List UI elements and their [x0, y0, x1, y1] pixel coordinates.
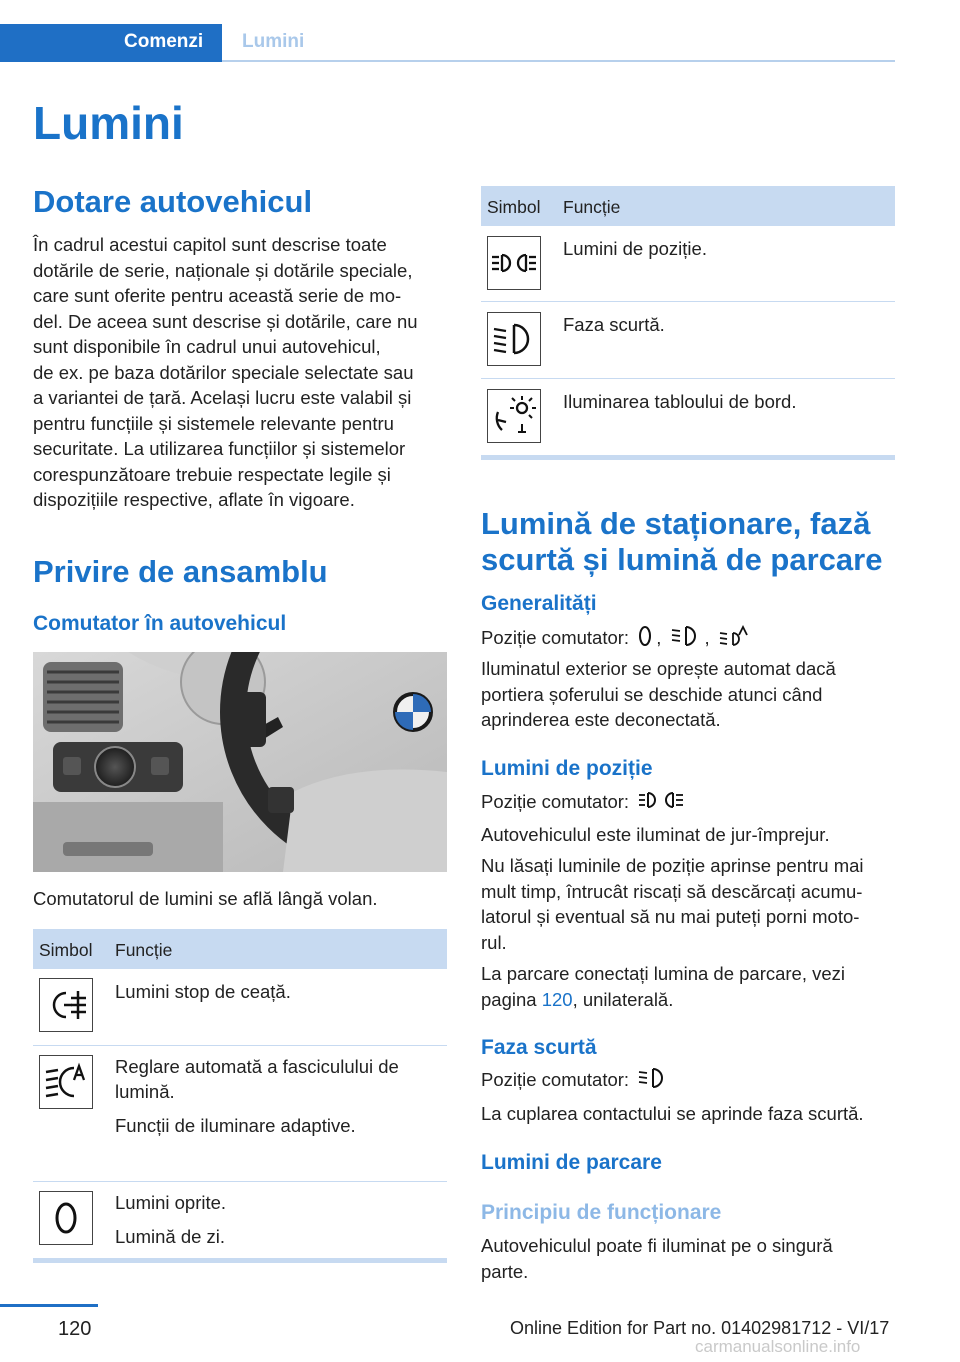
text-line: aprinderea este deconectată. [481, 709, 721, 730]
principiu-paragraph [481, 1233, 901, 1284]
pozitie-warning [481, 853, 901, 955]
table-header [481, 186, 895, 226]
heading-line: scurtă și lumină de parcare [481, 542, 883, 577]
col-function: Funcție [115, 940, 173, 960]
text-line: care sunt oferite pentru această serie de mo‐ [33, 285, 402, 306]
table-row [481, 379, 895, 455]
text-fragment: pagina [481, 988, 542, 1010]
separator: , [656, 627, 662, 649]
watermark: carmanualsonline.info [695, 1337, 861, 1356]
comutator-heading: Comutator în autovehicul [33, 612, 287, 635]
low-beam-icon [487, 312, 541, 366]
table-row [33, 969, 447, 1046]
text-line: Funcții de iluminare adaptive. [115, 1115, 356, 1136]
faza-switch-line [481, 1067, 672, 1096]
faza-heading: Faza scurtă [481, 1036, 597, 1059]
switch-label: Poziție comutator: [481, 791, 630, 813]
row-text [115, 1190, 226, 1249]
switch-label: Poziție comutator: [481, 1069, 630, 1091]
faza-text: La cuplarea contactului se aprinde faza scurtă. [481, 1103, 864, 1124]
text-line: del. De aceea sunt descrise și dotările, care nu [33, 310, 418, 332]
table-end-rule [481, 455, 895, 460]
col-symbol: Simbol [39, 940, 93, 960]
text-line: dotările de serie, naționale și dotările speciale, [33, 259, 413, 281]
pozitie-text: Autovehiculul este iluminat de jur-împrejur. [481, 824, 830, 845]
table-row [481, 302, 895, 379]
table-row [33, 1046, 447, 1182]
text-line: securitate. La utilizarea funcțiilor și sistemelor [33, 438, 406, 459]
footer-rule [0, 1304, 98, 1307]
text-line: Lumină de zi. [115, 1226, 226, 1247]
generalitati-heading: Generalități [481, 592, 597, 615]
table-header [33, 929, 447, 969]
pozitie-heading: Lumini de poziție [481, 757, 653, 780]
table-row [481, 226, 895, 302]
text-line: sunt disponibile în cadrul unui autovehicul, [33, 336, 381, 357]
heading-line: Lumină de staționare, fază [481, 506, 871, 541]
edition-note: Online Edition for Part no. 01402981712 - VI/17 [510, 1318, 890, 1338]
dotare-heading: Dotare autovehicul [33, 184, 313, 219]
lights-off-icon [39, 1191, 93, 1245]
text-line: Reglare automată a fasciculului de [115, 1056, 399, 1077]
text-line: parte. [481, 1260, 529, 1282]
header-rule [222, 60, 895, 62]
photo-caption: Comutatorul de lumini se află lângă volan. [33, 888, 378, 909]
page-number: 120 [58, 1318, 92, 1340]
text-line: dispozițiile respective, aflate în vigoare. [33, 489, 355, 510]
text-line: de ex. pe baza dotărilor speciale selectate sau [33, 361, 414, 383]
dotare-paragraph [33, 232, 453, 513]
position-lights-small-icon [638, 789, 684, 818]
privire-heading: Privire de ansamblu [33, 554, 328, 589]
generalitati-switch-line [481, 625, 901, 654]
off-position-icon [638, 625, 652, 654]
row-text: Iluminarea tabloului de bord. [563, 391, 797, 412]
text-line: Nu lăsați luminile de poziție aprinse pentru mai [481, 855, 864, 876]
text-line: latorul și eventual să nu mai puteți porni moto‐ [481, 906, 860, 927]
symbol-table-left [33, 929, 447, 1263]
generalitati-paragraph [481, 656, 901, 733]
text-line [481, 987, 901, 1013]
tab-comenzi[interactable]: Comenzi [0, 24, 222, 62]
text-line: rul. [481, 931, 507, 953]
parcare-reference [481, 961, 901, 1012]
low-beam-small-icon [671, 625, 701, 654]
text-line: pentru funcțiile și sistemele relevante pentru [33, 412, 394, 434]
table-row [33, 1182, 447, 1258]
text-line: portiera șoferului se deschide atunci când [481, 683, 823, 705]
text-line: a variantei de țară. Același lucru este valabil și [33, 387, 412, 408]
page-title: Lumini [33, 97, 184, 149]
fog-light-icon [39, 978, 93, 1032]
text-line: Iluminatul exterior se oprește automat dacă [481, 658, 836, 679]
separator: , [704, 627, 710, 649]
switch-label: Poziție comutator: [481, 627, 630, 649]
auto-light-small-icon [719, 625, 749, 654]
row-text [115, 1054, 399, 1138]
position-lights-icon [487, 236, 541, 290]
low-beam-small-icon [638, 1067, 668, 1096]
symbol-table-right [481, 186, 895, 460]
section-heading [481, 506, 882, 578]
parcare-heading: Lumini de parcare [481, 1151, 662, 1174]
text-fragment: , unilaterală. [572, 988, 674, 1010]
instrument-lighting-icon [487, 389, 541, 443]
text-line: La parcare conectați lumina de parcare, vezi [481, 963, 846, 984]
text-line: În cadrul acestui capitol sunt descrise toate [33, 234, 387, 255]
text-line: Lumini oprite. [115, 1192, 227, 1213]
row-text: Lumini stop de ceață. [115, 981, 291, 1002]
col-symbol: Simbol [487, 197, 541, 217]
text-line: Autovehiculul poate fi iluminat pe o singură [481, 1235, 833, 1256]
text-line: mult timp, întrucât riscați să descărcați acumu‐ [481, 880, 863, 902]
auto-headlight-icon [39, 1055, 93, 1109]
tab-lumini[interactable]: Lumini [242, 31, 305, 52]
principiu-heading: Principiu de funcționare [481, 1201, 722, 1224]
pozitie-switch-line [481, 789, 688, 818]
dashboard-photo [33, 652, 447, 872]
row-text: Lumini de poziție. [563, 238, 707, 259]
col-function: Funcție [563, 197, 621, 217]
table-end-rule [33, 1258, 447, 1263]
text-line: lumină. [115, 1081, 175, 1102]
text-line: corespunzătoare trebuie respectate legile și [33, 463, 391, 485]
row-text: Faza scurtă. [563, 314, 665, 335]
page-link[interactable]: 120 [541, 988, 573, 1010]
